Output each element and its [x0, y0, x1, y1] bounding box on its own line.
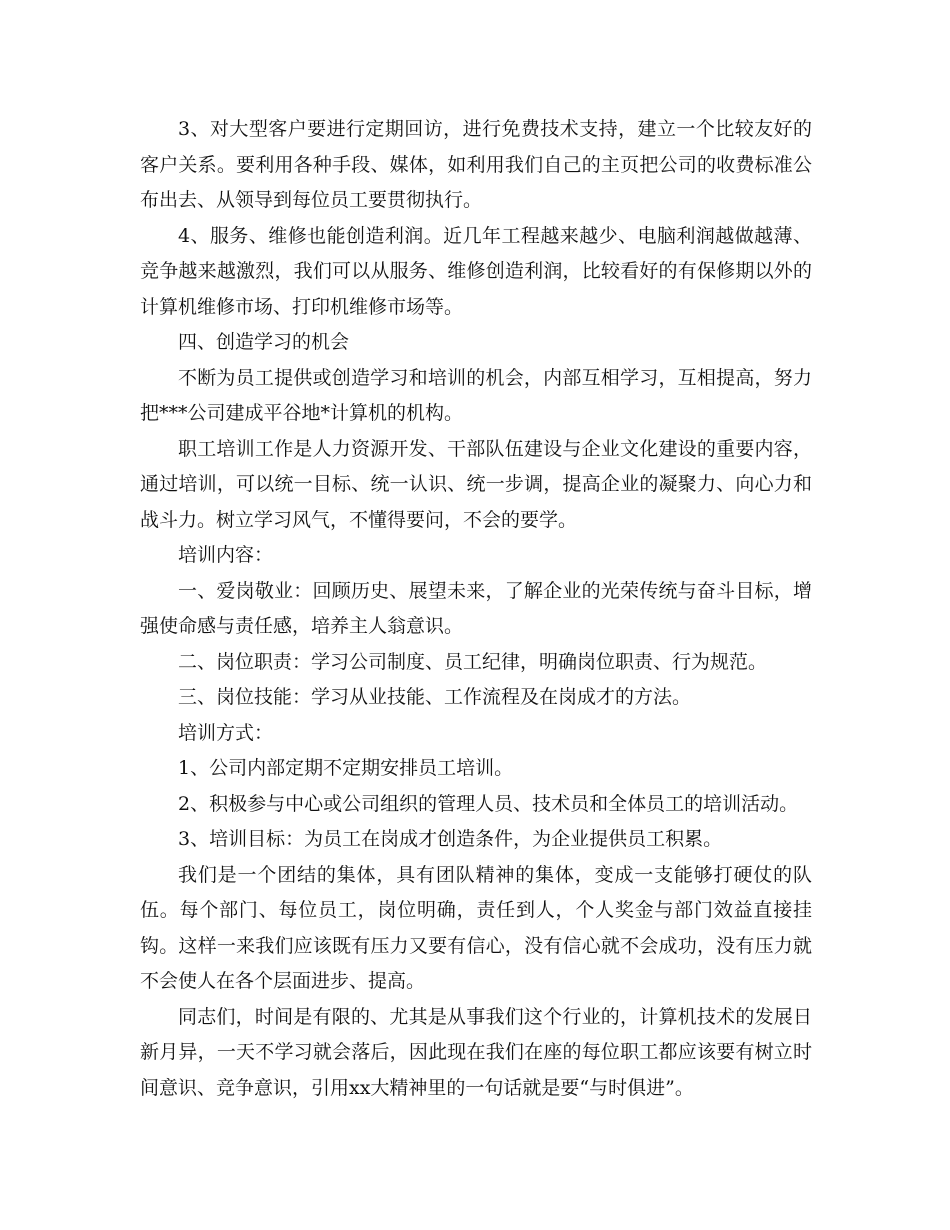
paragraph-service-profit: 4、服务、维修也能创造利润。近几年工程越来越少、电脑利润越做越薄、竞争越来越激烈，我们可以从服务、维修创造利润，比较看好的有保修期以外的计算机维修市场、打印机维修市场等。	[140, 224, 812, 318]
training-item-skills: 三、岗位技能：学习从业技能、工作流程及在岗成才的方法。	[178, 686, 692, 708]
training-method-participation: 2、积极参与中心或公司组织的管理人员、技术员和全体员工的培训活动。	[178, 792, 799, 815]
training-method-goal: 3、培训目标：为员工在岗成才创造条件，为企业提供员工积累。	[178, 828, 723, 850]
paragraph-customer-visits: 3、对大型客户要进行定期回访，进行免费技术支持，建立一个比较友好的客户关系。要利用各种手段、媒体，如利用我们自己的主页把公司的收费标准公布出去、从领导到每位员工要贯彻执行。	[140, 118, 812, 211]
training-content-heading: 培训内容：	[178, 544, 274, 566]
training-item-duties: 二、岗位职责：学习公司制度、员工纪律，明确岗位职责、行为规范。	[178, 650, 768, 673]
paragraph-team-spirit: 我们是一个团结的集体，具有团队精神的集体，变成一支能够打硬仗的队伍。每个部门、每位员工，岗位明确，责任到人，个人奖金与部门效益直接挂钩。这样一来我们应该既有压力又要有信心，没有信心就不会成功，没有压力就不会使人在各个层面进步、提高。	[140, 863, 812, 992]
paragraph-learning-opportunities: 不断为员工提供或创造学习和培训的机会，内部互相学习，互相提高，努力把***公司建成平谷地*计算机的机构。	[140, 366, 812, 424]
document-body	[140, 112, 812, 1106]
section-heading-learning: 四、创造学习的机会	[178, 331, 350, 353]
paragraph-training-importance: 职工培训工作是人力资源开发、干部队伍建设与企业文化建设的重要内容，通过培训，可以统一目标、统一认识、统一步调，提高企业的凝聚力、向心力和战斗力。树立学习风气，不懂得要问，不会的要学。	[140, 437, 812, 531]
training-method-heading: 培训方式：	[178, 721, 274, 744]
training-item-dedication: 一、爱岗敬业：回顾历史、展望未来，了解企业的光荣传统与奋斗目标，增强使命感与责任感，培养主人翁意识。	[140, 579, 812, 637]
training-method-internal: 1、公司内部定期不定期安排员工培训。	[178, 757, 514, 779]
paragraph-closing: 同志们，时间是有限的、尤其是从事我们这个行业的，计算机技术的发展日新月异，一天不学习就会落后，因此现在我们在座的每位职工都应该要有树立时间意识、竞争意识，引用xx大精神里的一句话就是要“与时俱进”。	[140, 1005, 812, 1099]
